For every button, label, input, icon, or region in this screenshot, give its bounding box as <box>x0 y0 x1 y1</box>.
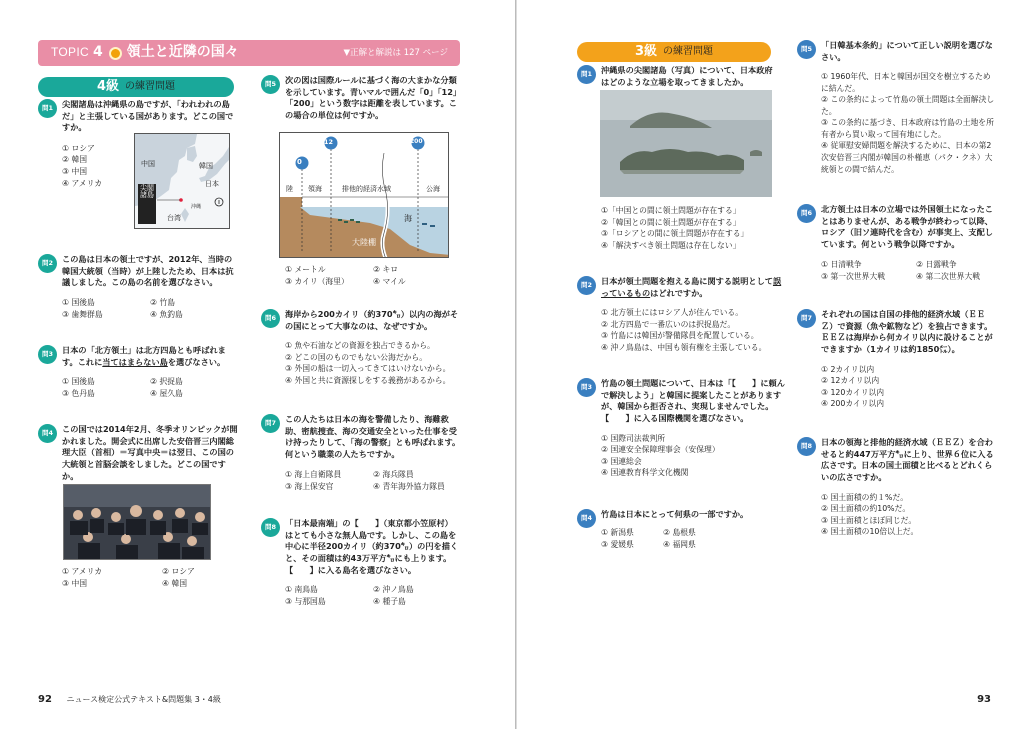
question-badge: 問8 <box>261 518 280 537</box>
option[interactable]: ② どこの国のものでもない公海だから。 <box>285 352 428 362</box>
topic-title: 領土と近隣の国々 <box>126 44 239 61</box>
option[interactable]: ④ 従軍慰安婦問題を解決するために、日本の第2次安倍晋三内閣が韓国の朴槿恵（パク・クネ）大統領との間で結んだ。 <box>821 141 993 174</box>
map-label-senkaku: 尖閣諸島 <box>138 184 156 224</box>
question-4-7 <box>261 414 461 492</box>
topic-number: 4 <box>92 44 103 61</box>
option[interactable]: ③ カイリ（海里） <box>285 277 349 287</box>
option[interactable]: ④ 魚釣島 <box>150 309 183 319</box>
option-list <box>285 264 461 287</box>
option[interactable]: ③ 120カイリ以内 <box>821 387 885 397</box>
level-4-heading <box>38 77 234 97</box>
map-label-okinawa: 沖縄 <box>191 204 202 210</box>
question-4-3 <box>38 345 238 399</box>
option-list <box>601 433 787 479</box>
option[interactable]: ③ 外国の船は一切入ってきてはいけないから。 <box>285 364 451 374</box>
option[interactable]: ③ 国土面積とほぼ同じだ。 <box>821 515 917 525</box>
question-3-1 <box>577 65 777 88</box>
topic-dot-icon <box>109 47 122 60</box>
topic-banner <box>38 40 460 66</box>
eez-label: 排他的経済水域 <box>342 185 391 193</box>
question-text <box>62 345 238 368</box>
right-page <box>517 0 1033 729</box>
option[interactable]: ① メートル <box>285 265 326 274</box>
distance-200-label: 200 <box>410 138 423 145</box>
sea-zones-diagram <box>279 132 449 258</box>
question-text: 「日韓基本条約」について正しい説明を選びなさい。 <box>821 40 993 62</box>
map-label-korea: 韓国 <box>199 162 213 170</box>
question-text: それぞれの国は自国の排他的経済水域（ＥＥＺ）で資源（魚や鉱物など）を独占できます。ＥＥＺは海岸から何カイリ以内に設けることができますか（1カイリは約1850㍍）。 <box>821 309 993 354</box>
option-list <box>821 492 997 538</box>
option[interactable]: ④ 国土面積の10倍以上だ。 <box>821 527 919 537</box>
option[interactable]: ③ 愛媛県 <box>601 539 634 549</box>
option[interactable]: ② キロ <box>373 265 399 274</box>
option[interactable]: ③ 色丹島 <box>62 389 95 399</box>
option[interactable]: ② 日露戦争 <box>916 259 957 269</box>
question-text: この国では2014年2月、冬季オリンピックが開かれました。開会式に出席した安倍晋三内閣総理大臣（首相）＝写真中央＝は翌日、この国の大統領と首脳会談をしました。どこの国ですか。 <box>62 424 238 481</box>
question-badge: 問3 <box>577 378 596 397</box>
option[interactable]: ④「解決すべき領土問題は存在しない」 <box>601 240 741 250</box>
option[interactable]: ① 海上自衛隊員 <box>285 469 342 479</box>
option[interactable]: ④ 第二次世界大戦 <box>916 271 981 281</box>
option[interactable]: ④ 種子島 <box>373 597 406 607</box>
option[interactable]: ① 国後島 <box>62 377 95 387</box>
question-badge: 問5 <box>797 40 816 59</box>
option[interactable]: ② 国連安全保障理事会（安保理） <box>601 445 720 455</box>
question-text: 海岸から200カイリ（約370㌔）以内の海がその国にとって大事なのは、なぜですか。 <box>285 309 459 331</box>
sea-label: 海 <box>404 214 412 223</box>
option[interactable]: ④ 福岡県 <box>663 539 696 549</box>
question-badge: 問2 <box>577 276 596 295</box>
level-label: 3級 <box>634 43 658 59</box>
question-3-6 <box>797 204 997 282</box>
map-label-taiwan: 台湾 <box>167 214 181 222</box>
option[interactable]: ③ 中国 <box>62 166 88 176</box>
option[interactable]: ④ 200カイリ以内 <box>821 399 885 409</box>
question-3-2 <box>577 276 787 353</box>
option[interactable]: ④ 屋久島 <box>150 389 183 399</box>
question-4-4 <box>38 424 242 482</box>
question-badge: 問4 <box>577 509 596 528</box>
question-text-post: はどれですか。 <box>650 287 708 298</box>
question-text-underlined: 誤っているもの <box>601 276 782 298</box>
question-badge: 問1 <box>38 99 57 118</box>
option[interactable]: ① 国際司法裁判所 <box>601 433 666 443</box>
question-text: この人たちは日本の海を警備したり、海難救助、密航捜査、海の交通安全といった仕事を受け持ったりして、「海の警察」とも呼ばれます。何という職業の人たちですか。 <box>285 414 461 459</box>
question-text: 竹島の領土問題について、日本は「【 】に頼んで解決しよう」と韓国に提案したことがありますが、韓国から拒否され、実現しませんでした。【 】に入る国際機関を選びなさい。 <box>601 378 785 423</box>
question-4-5-options <box>261 264 461 287</box>
option[interactable]: ② ロシア <box>162 567 195 576</box>
option[interactable]: ② 国土面積の約10%だ。 <box>821 504 911 514</box>
question-text: 竹島は日本にとって何県の一部ですか。 <box>601 509 749 519</box>
option-list <box>601 307 787 353</box>
map-label-china: 中国 <box>141 160 155 168</box>
question-4-5 <box>261 75 461 122</box>
question-text: 日本の領海と排他的経済水域（ＥＥＺ）を合わせると約447万平方㌔に上り、世界６位に入る広さです。日本の国土面積と比べるとどれくらいの広さですか。 <box>821 437 994 482</box>
option[interactable]: ② 沖ノ鳥島 <box>373 585 414 595</box>
option[interactable]: ① 新潟県 <box>601 527 634 537</box>
page-footer-left <box>38 693 221 707</box>
option[interactable]: ① アメリカ <box>62 567 103 576</box>
high-seas-label: 公海 <box>426 185 440 193</box>
option[interactable]: ④ マイル <box>373 277 406 287</box>
map-label-japan: 日本 <box>205 180 219 188</box>
question-text: 北方領土は日本の立場では外国領土になったことはありませんが、ある戦争が終わって以降、ロシア（旧ソ連時代を含む）が事実上、支配しています。何という戦争以降ですか。 <box>821 204 993 249</box>
question-text: 「日本最南端」の【 】（東京都小笠原村）はとても小さな無人島です。しかし、この島を中心に半径200カイリ（約370㌔）の円を描くと、その面積は約43万平方㌔にも上ります。【 】に入る島名を選びなさい。 <box>285 518 459 575</box>
question-badge: 問6 <box>261 309 280 328</box>
option-list <box>285 584 461 607</box>
distance-0-label: 0 <box>297 158 302 166</box>
question-text: 尖閣諸島は沖縄県の島ですが、「われわれの島だ」と主張している国があります。どこの国ですか。 <box>62 99 234 133</box>
question-text: この島は日本の領土ですが、2012年、当時の韓国大統領（当時）が上陸したため、日本は抗議しました。この島の名前を選びなさい。 <box>62 254 234 288</box>
book-title: ニュース検定公式テキスト&問題集 3・4級 <box>66 694 221 704</box>
question-badge: 問7 <box>261 414 280 433</box>
question-4-6 <box>261 309 461 386</box>
option[interactable]: ③「ロシアとの間に領土問題が存在する」 <box>601 229 749 239</box>
option[interactable]: ③ 第一次世界大戦 <box>821 271 886 281</box>
option-list <box>62 297 238 320</box>
option[interactable]: ① 国土面積の約１%だ。 <box>821 492 909 502</box>
left-page <box>0 0 516 729</box>
option[interactable]: ③ 国連総会 <box>601 456 642 466</box>
question-3-7 <box>797 309 997 410</box>
option[interactable]: ② 北方四島で一番広いのは択捉島だ。 <box>601 319 736 329</box>
option[interactable]: ② 択捉島 <box>150 377 183 387</box>
option[interactable]: ② 竹島 <box>150 297 176 307</box>
question-badge: 問7 <box>797 309 816 328</box>
question-badge: 問5 <box>261 75 280 94</box>
option[interactable]: ① 国後島 <box>62 297 95 307</box>
question-badge: 問4 <box>38 424 57 443</box>
photo-graphic <box>64 485 211 560</box>
territorial-sea-label: 領海 <box>308 185 322 193</box>
continental-shelf-label: 大陸棚 <box>352 238 376 247</box>
question-text-post: を選びなさい。 <box>167 356 226 367</box>
question-4-4-options <box>38 566 242 589</box>
question-text-pre: 日本の「北方領土」は北方四島とも呼ばれます。これに <box>62 345 226 367</box>
question-3-1-options <box>577 205 777 251</box>
page-number: 93 <box>977 693 991 705</box>
option[interactable]: ① 南鳥島 <box>285 585 318 595</box>
photo-graphic <box>600 90 772 197</box>
answer-reference: ▼正解と解説は 127 ページ <box>343 47 448 58</box>
option-list <box>601 527 787 550</box>
option[interactable]: ① 魚や石油などの資源を独占できるから。 <box>285 341 435 351</box>
option[interactable]: ② 海兵隊員 <box>373 469 414 479</box>
question-badge: 問8 <box>797 437 816 456</box>
question-text-underlined: 当てはまらない島 <box>102 356 168 367</box>
level-3-heading <box>577 42 771 62</box>
question-text: 次の図は国際ルールに基づく海の大まかな分類を示しています。青いマルで囲んだ「0」「12」「200」という数字は距離を表しています。この場合の単位は何ですか。 <box>285 75 457 120</box>
option[interactable]: ③ 海上保安官 <box>285 481 334 491</box>
question-badge: 問6 <box>797 204 816 223</box>
option[interactable]: ③ この条約に基づき、日本政府は竹島の土地を所有者から買い取って国有地にした。 <box>821 118 994 139</box>
option[interactable]: ② この条約によって竹島の領土問題は全面解決した。 <box>821 95 995 116</box>
option[interactable]: ④ 青年海外協力隊員 <box>373 481 445 491</box>
option[interactable]: ①「中国との間に領土問題が存在する」 <box>601 206 741 215</box>
level-text: の練習問題 <box>125 80 176 92</box>
option-list <box>821 259 997 282</box>
option[interactable]: ②「韓国との間に領土問題が存在する」 <box>601 217 741 227</box>
level-text: の練習問題 <box>663 45 714 57</box>
option-list <box>62 376 238 399</box>
question-4-8 <box>261 518 461 607</box>
option[interactable]: ② 韓国 <box>62 155 88 165</box>
option-list <box>285 340 461 386</box>
option[interactable]: ④ 外国と共に資源探しをする義務があるから。 <box>285 375 451 385</box>
option[interactable]: ② 12カイリ以内 <box>821 376 880 386</box>
question-3-5 <box>797 40 997 175</box>
question-3-3 <box>577 378 787 479</box>
land-label: 陸 <box>286 185 293 193</box>
east-asia-map <box>134 133 230 229</box>
option[interactable]: ① 北方領土にはロシア人が住んでいる。 <box>601 308 744 318</box>
option[interactable]: ③ 歯舞群島 <box>62 309 103 319</box>
senkaku-islands-photo <box>600 90 772 197</box>
option[interactable]: ① 日清戦争 <box>821 259 862 269</box>
option-list <box>285 469 461 492</box>
option[interactable]: ④ アメリカ <box>62 178 103 188</box>
option-list <box>821 71 997 175</box>
question-text <box>601 276 787 299</box>
question-text: 沖縄県の尖閣諸島（写真）について、日本政府はどのような立場を取ってきましたか。 <box>601 65 773 87</box>
question-3-8 <box>797 437 997 538</box>
option[interactable]: ① ロシア <box>62 143 95 153</box>
question-badge: 問2 <box>38 254 57 273</box>
option[interactable]: ④ 沖ノ鳥島は、中国も領有権を主張している。 <box>601 342 767 352</box>
question-4-2 <box>38 254 238 320</box>
distance-12-label: 12 <box>324 138 334 146</box>
olympic-ceremony-photo <box>63 484 211 560</box>
option-list <box>62 566 242 589</box>
option-list <box>601 205 777 251</box>
option[interactable]: ① 2カイリ以内 <box>821 364 875 374</box>
option[interactable]: ③ 竹島には韓国が警備隊員を配置している。 <box>601 331 759 341</box>
option[interactable]: ② 島根県 <box>663 527 696 537</box>
option[interactable]: ③ 与那国島 <box>285 597 326 607</box>
question-text-pre: 日本が領土問題を抱える島に関する説明として <box>601 276 773 286</box>
option[interactable]: ④ 韓国 <box>162 579 188 589</box>
option-list <box>821 364 997 410</box>
page-footer-right <box>977 693 991 707</box>
page-number: 92 <box>38 693 52 705</box>
question-3-4 <box>577 509 787 550</box>
option[interactable]: ④ 国連教育科学文化機関 <box>601 468 689 478</box>
level-label: 4級 <box>96 78 120 94</box>
option[interactable]: ③ 中国 <box>62 579 88 589</box>
question-badge: 問3 <box>38 345 57 364</box>
topic-label: TOPIC <box>51 45 89 60</box>
question-badge: 問1 <box>577 65 596 84</box>
option[interactable]: ① 1960年代、日本と韓国が国交を樹立するために結んだ。 <box>821 72 991 93</box>
